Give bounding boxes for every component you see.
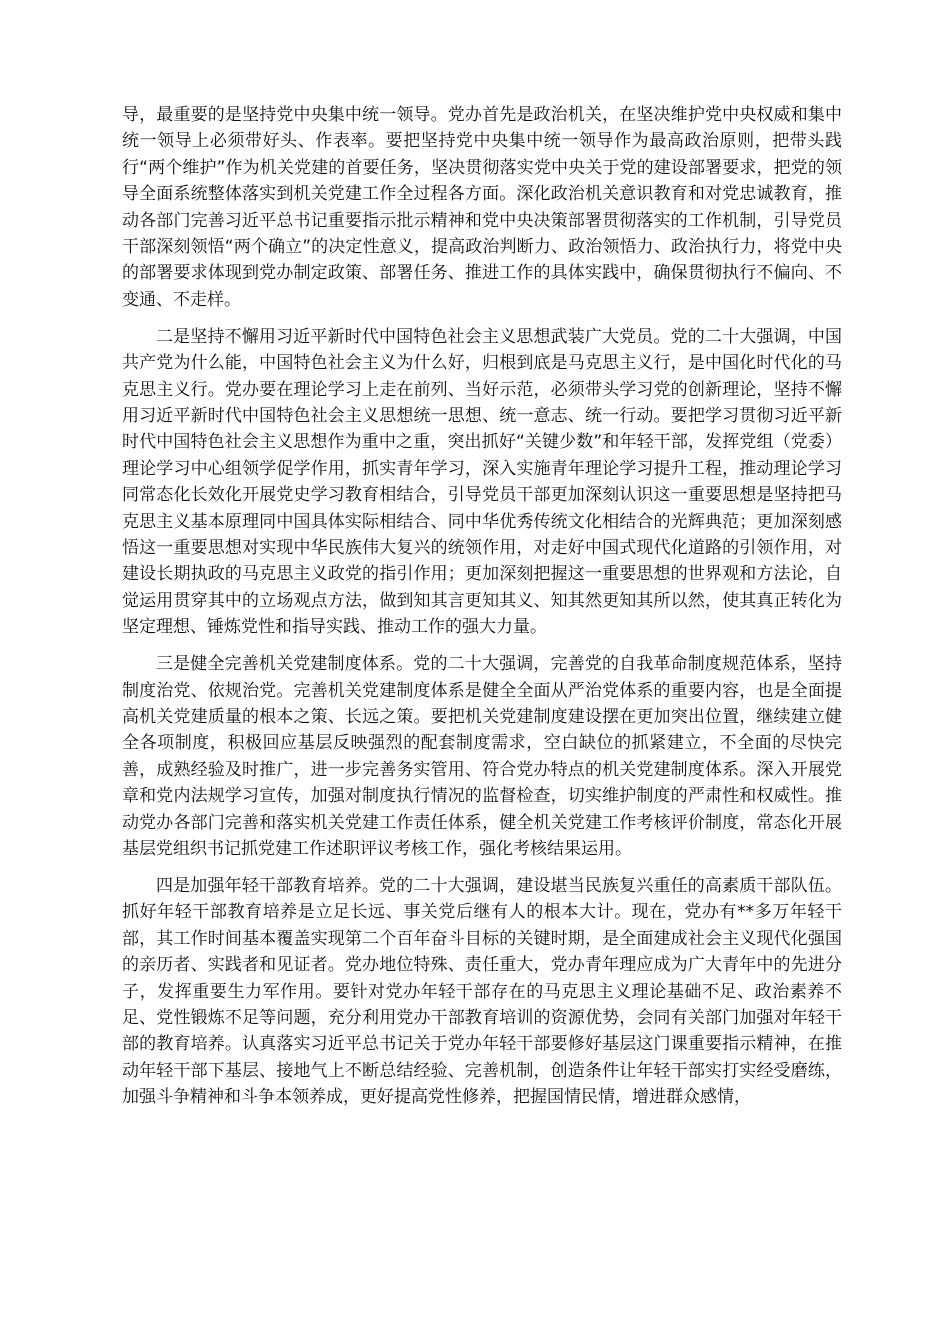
paragraph-point-four: 四是加强年轻干部教育培养。党的二十大强调，建设堪当民族复兴重任的高素质干部队伍。抓好年轻干部教育培养是立足长远、事关党后继有人的根本大计。现在，党办有**多万年轻干部，其工作时间基本覆盖实现第二个百年奋斗目标的关键时期，是全面建成社会主义现代化强国的亲历者、实践者和见证者。党办地位特殊、责任重大，党办青年理应成为广大青年中的先进分子，发挥重要生力军作用。要针对党办年轻干部存在的马克思主义理论基础不足、政治素养不足、党性锻炼不足等问题，充分利用党办干部教育培训的资源优势，会同有关部门加强对年轻干部的教育培养。认真落实习近平总书记关于党办年轻干部要修好基层这门课重要指示精神，在推动年轻干部下基层、接地气上不断总结经验、完善机制，创造条件让年轻干部实打实经受磨练，加强斗争精神和斗争本领养成，更好提高党性修养，把握国情民情，增进群众感情， — [122, 875, 842, 1108]
document-page — [122, 102, 842, 1121]
paragraph-point-two: 二是坚持不懈用习近平新时代中国特色社会主义思想武装广大党员。党的二十大强调，中国共产党为什么能，中国特色社会主义为什么好，归根到底是马克思主义行，是中国化时代化的马克思主义行。党办要在理论学习上走在前列、当好示范，必须带头学习党的创新理论，坚持不懈用习近平新时代中国特色社会主义思想统一思想、统一意志、统一行动。要把学习贯彻习近平新时代中国特色社会主义思想作为重中之重，突出抓好“关键少数”和年轻干部，发挥党组（党委）理论学习中心组领学促学作用，抓实青年学习，深入实施青年理论学习提升工程，推动理论学习同常态化长效化开展党史学习教育相结合，引导党员干部更加深刻认识这一重要思想是坚持把马克思主义基本原理同中国具体实际相结合、同中华优秀传统文化相结合的光辉典范；更加深刻感悟这一重要思想对实现中华民族伟大复兴的统领作用，对走好中国式现代化道路的引领作用，对建设长期执政的马克思主义政党的指引作用；更加深刻把握这一重要思想的世界观和方法论，自觉运用贯穿其中的立场观点方法，做到知其言更知其义、知其然更知其所以然，使其真正转化为坚定理想、锤炼党性和指导实践、推动工作的强大力量。 — [122, 326, 842, 638]
paragraph-continuation: 导，最重要的是坚持党中央集中统一领导。党办首先是政治机关，在坚决维护党中央权威和集中统一领导上必须带好头、作表率。要把坚持党中央集中统一领导作为最高政治原则，把带头践行“两个维护”作为机关党建的首要任务，坚决贯彻落实党中央关于党的建设部署要求，把党的领导全面系统整体落实到机关党建工作全过程各方面。深化政治机关意识教育和对党忠诚教育，推动各部门完善习近平总书记重要指示批示精神和党中央决策部署贯彻落实的工作机制，引导党员干部深刻领悟“两个确立”的决定性意义，提高政治判断力、政治领悟力、政治执行力，将党中央的部署要求体现到党办制定政策、部署任务、推进工作的具体实践中，确保贯彻执行不偏向、不变通、不走样。 — [122, 105, 842, 310]
paragraph-point-three: 三是健全完善机关党建制度体系。党的二十大强调，完善党的自我革命制度规范体系，坚持制度治党、依规治党。完善机关党建制度体系是健全全面从严治党体系的重要内容，也是全面提高机关党建质量的根本之策、长远之策。要把机关党建制度建设摆在更加突出位置，继续建立健全各项制度，积极回应基层反映强烈的配套制度需求，空白缺位的抓紧建立，不全面的尽快完善，成熟经验及时推广，进一步完善务实管用、符合党办特点的机关党建制度体系。深入开展党章和党内法规学习宣传，加强对制度执行情况的监督检查，切实维护制度的严肃性和权威性。推动党办各部门完善和落实机关党建工作责任体系，健全机关党建工作考核评价制度，常态化开展基层党组织书记抓党建工作述职评议考核工作，强化考核结果运用。 — [122, 654, 842, 859]
